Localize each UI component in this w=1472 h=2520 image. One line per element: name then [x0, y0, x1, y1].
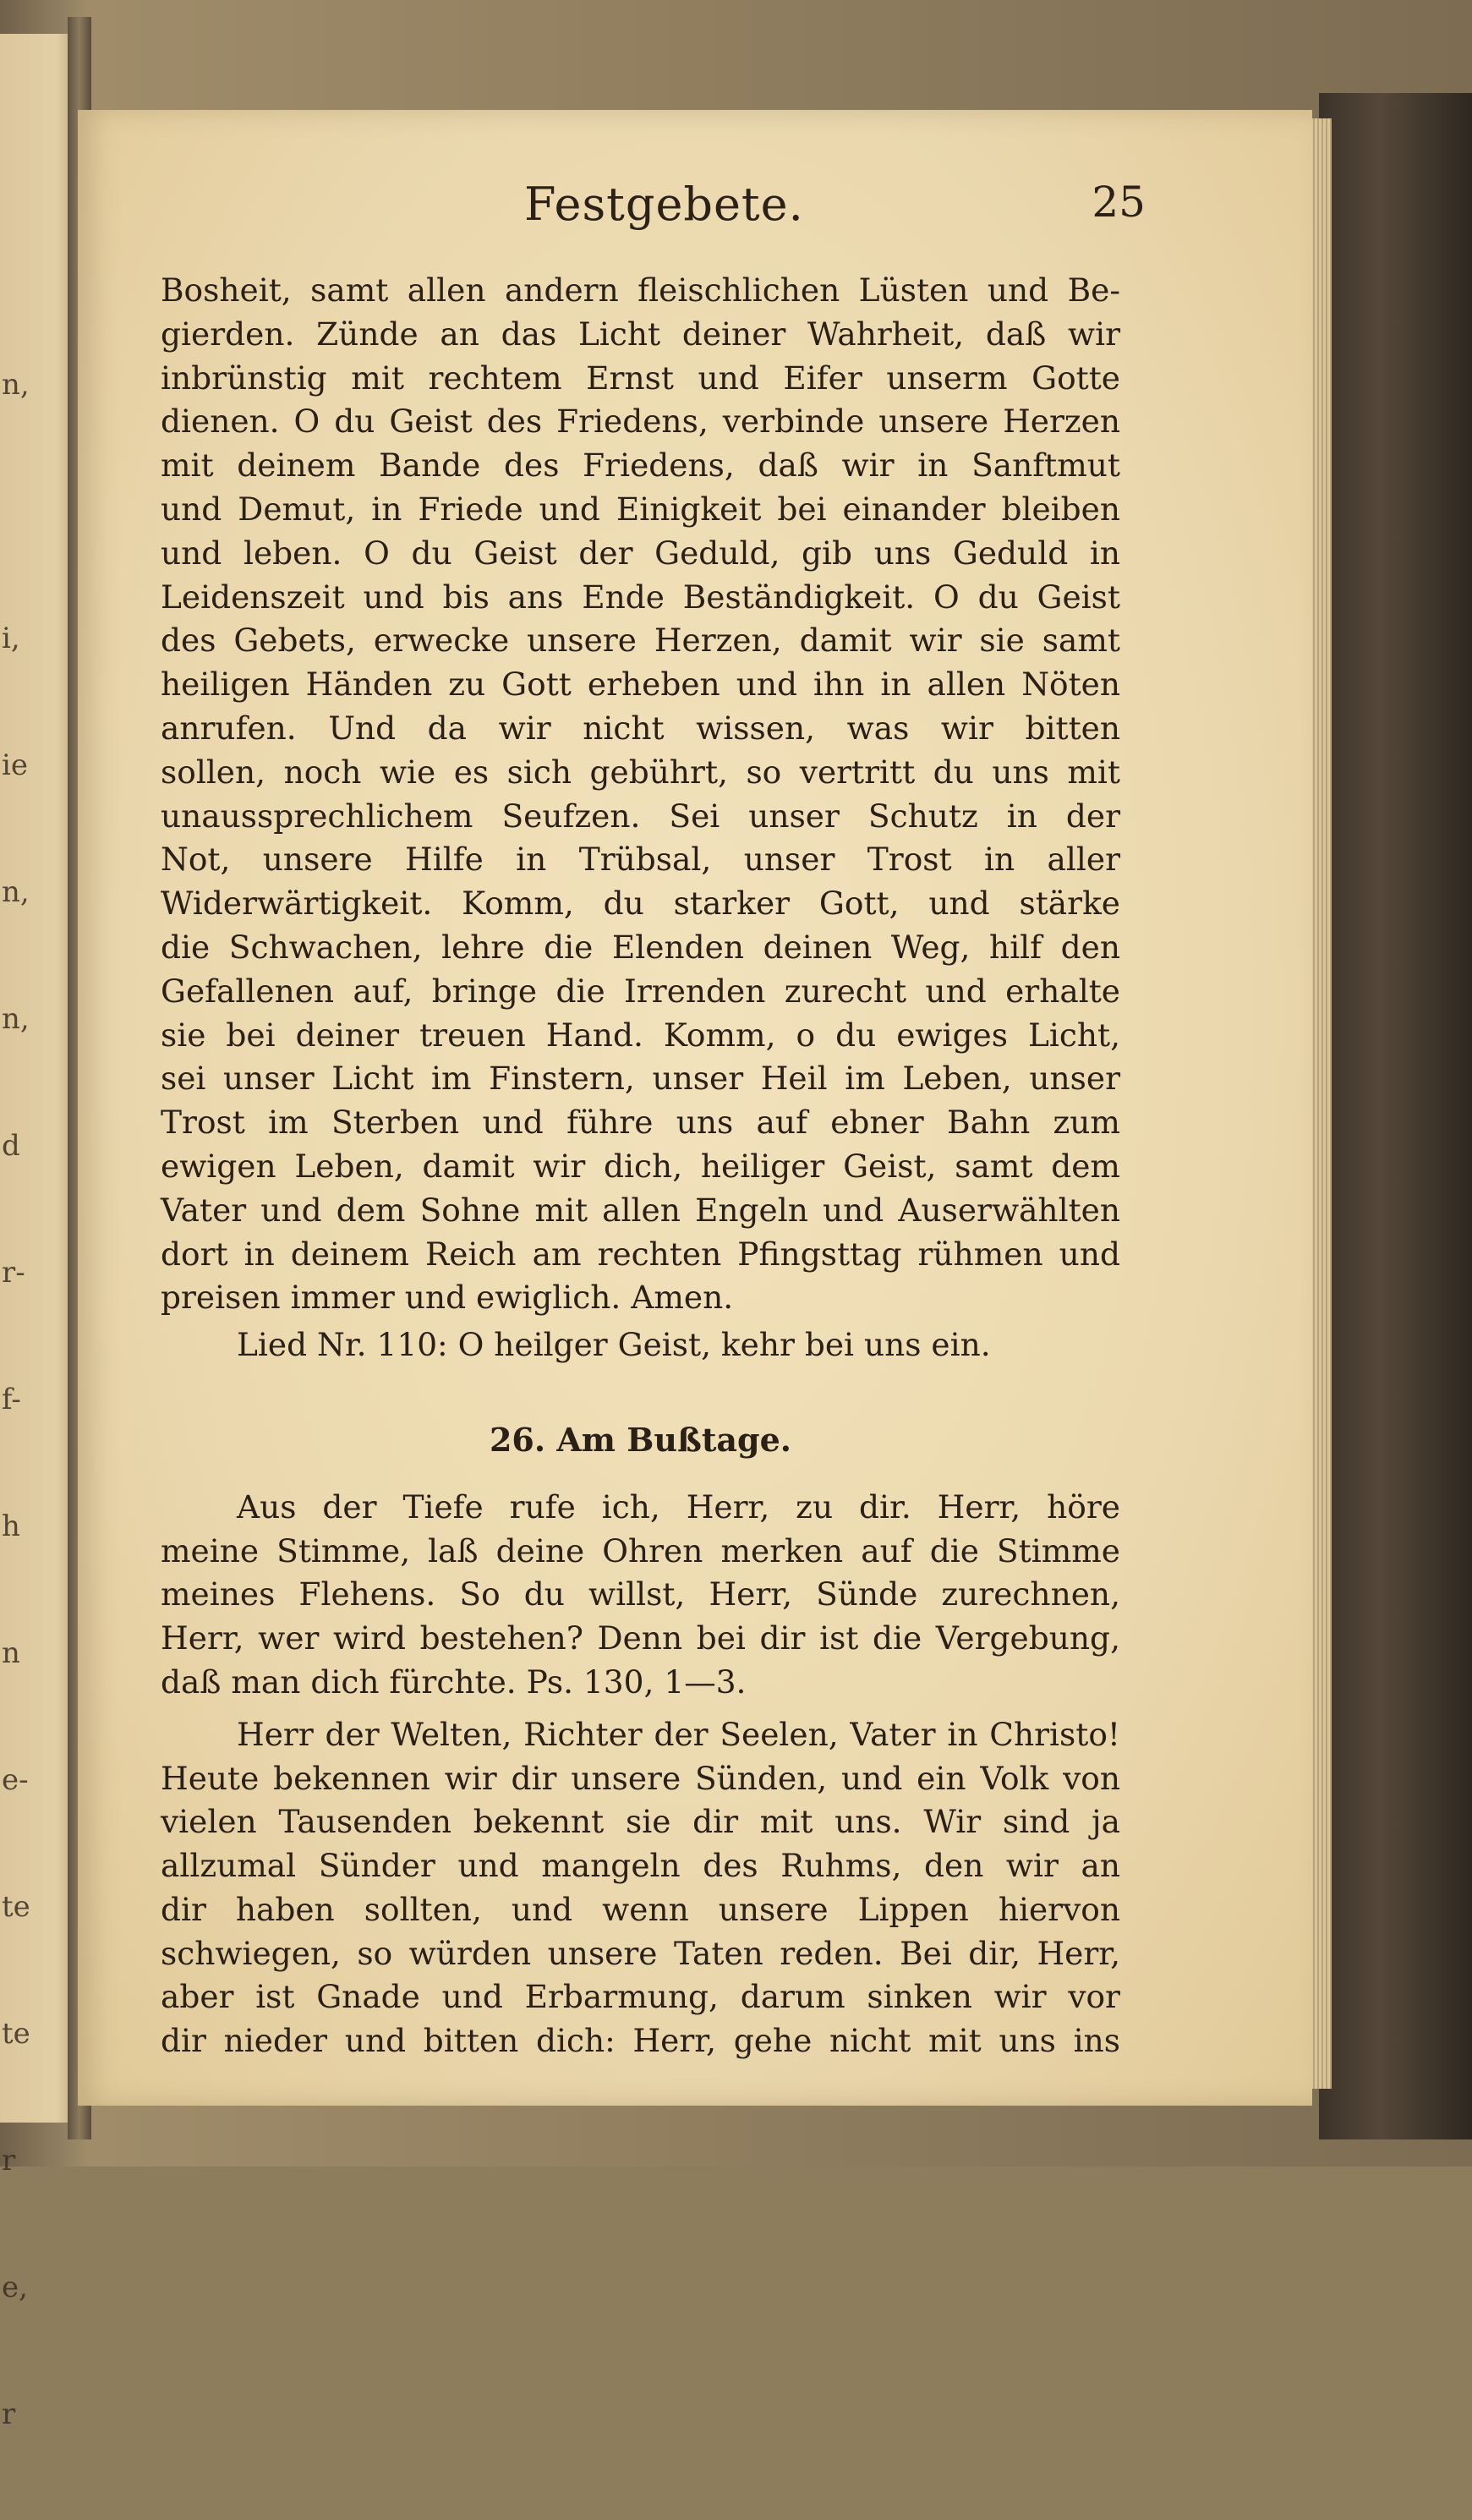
fragment: n, — [2, 1002, 30, 1036]
paragraph-3 — [161, 1713, 1120, 2063]
fragment: r — [2, 2144, 16, 2178]
text-line: die Schwachen, lehre die Elenden deinen Weg, hilf den — [161, 928, 1120, 966]
text-line: Widerwärtigkeit. Komm, du starker Gott, und stärke — [161, 885, 1120, 923]
fragment: e, — [2, 2271, 28, 2304]
fragment: f- — [2, 1383, 21, 1416]
text-line: Herr der Welten, Richter der Seelen, Vater in Christo! — [237, 1715, 1120, 1753]
text-line: daß man dich fürchte. Ps. 130, 1—3. — [161, 1663, 747, 1701]
text-line: meines Flehens. So du willst, Herr, Sünde zurechnen, — [161, 1575, 1120, 1613]
text-line: und Demut, in Friede und Einigkeit bei einander bleiben — [161, 490, 1120, 528]
fragment: n, — [2, 875, 30, 909]
fragment: d — [2, 1129, 20, 1163]
text-line: und leben. O du Geist der Geduld, gib uns Geduld in — [161, 534, 1120, 572]
fragment: te — [2, 2017, 30, 2051]
hymn-reference: Lied Nr. 110: O heilger Geist, kehr bei uns ein. — [237, 1326, 991, 1364]
text-line: unaussprechlichem Seufzen. Sei unser Schutz in der — [161, 797, 1120, 835]
text-line: mit deinem Bande des Friedens, daß wir in Sanftmut — [161, 446, 1120, 485]
text-line: dienen. O du Geist des Friedens, verbinde unsere Herzen — [161, 403, 1120, 441]
page-body — [161, 269, 1120, 2063]
text-line: schwiegen, so würden unsere Taten reden. Bei dir, Herr, — [161, 1934, 1120, 1972]
text-line: inbrünstig mit rechtem Ernst und Eifer unserm Gotte — [161, 359, 1120, 397]
fragment: ie — [2, 748, 28, 782]
fragment: h — [2, 1509, 20, 1543]
text-line: aber ist Gnade und Erbarmung, darum sinken wir vor — [161, 1978, 1120, 2016]
text-line: allzumal Sünder und mangeln des Ruhms, den wir an — [161, 1847, 1120, 1885]
text-line: gierden. Zünde an das Licht deiner Wahrheit, daß wir — [161, 315, 1120, 353]
text-line: anrufen. Und da wir nicht wissen, was wir bitten — [161, 709, 1120, 747]
text-line: Not, unsere Hilfe in Trübsal, unser Trost in aller — [161, 841, 1120, 879]
facing-page-fragments — [2, 279, 36, 2520]
text-line: meine Stimme, laß deine Ohren merken auf die Stimme — [161, 1531, 1120, 1570]
text-line: des Gebets, erwecke unsere Herzen, damit wir sie samt — [161, 622, 1120, 660]
text-line: Vater und dem Sohne mit allen Engeln und Auserwählten — [161, 1191, 1120, 1229]
text-line: preisen immer und ewiglich. Amen. — [161, 1279, 734, 1317]
text-line: sie bei deiner treuen Hand. Komm, o du ewiges Licht, — [161, 1016, 1120, 1054]
text-line: vielen Tausenden bekennt sie dir mit uns. Wir sind ja — [161, 1803, 1120, 1841]
book-cover-edge — [1319, 93, 1472, 2139]
text-line: heiligen Händen zu Gott erheben und ihn in allen Nöten — [161, 666, 1120, 704]
text-line: sei unser Licht im Finstern, unser Heil im Leben, unser — [161, 1060, 1120, 1098]
fragment: e- — [2, 1763, 29, 1797]
text-line: Trost im Sterben und führe uns auf ebner Bahn zum — [161, 1104, 1120, 1142]
text-line: ewigen Leben, damit wir dich, heiliger Geist, samt dem — [161, 1147, 1120, 1185]
text-line: Bosheit, samt allen andern fleischlichen Lüsten und Be- — [161, 271, 1120, 309]
paragraph-2 — [161, 1486, 1120, 1705]
paragraph-1 — [161, 269, 1120, 1320]
section-heading: 26. Am Bußtage. — [489, 1420, 792, 1459]
fragment: r- — [2, 1256, 25, 1290]
text-line: Herr, wer wird bestehen? Denn bei dir ist die Vergebung, — [161, 1619, 1120, 1657]
text-line: Gefallenen auf, bringe die Irrenden zurecht und erhalte — [161, 972, 1120, 1010]
text-line: sollen, noch wie es sich gebührt, so vertritt du uns mit — [161, 753, 1120, 791]
text-line: Aus der Tiefe rufe ich, Herr, zu dir. Herr, höre — [237, 1487, 1120, 1526]
text-line: Leidenszeit und bis ans Ende Beständigkeit. O du Geist — [161, 578, 1120, 616]
fragment: n, — [2, 368, 30, 402]
fragment: te — [2, 1890, 30, 1924]
fragment: r — [2, 2397, 16, 2431]
fragment — [2, 490, 36, 533]
text-line: dir nieder und bitten dich: Herr, gehe nicht mit uns ins — [161, 2022, 1120, 2060]
fragment: n — [2, 1636, 20, 1670]
text-line: dir haben sollten, und wenn unsere Lippen hiervon — [161, 1890, 1120, 1928]
page-header-title: Festgebete. — [524, 178, 804, 231]
fragment: i, — [2, 622, 20, 655]
text-line: Heute bekennen wir dir unsere Sünden, und ein Volk von — [161, 1759, 1120, 1797]
page-number: 25 — [1092, 178, 1146, 227]
text-line: dort in deinem Reich am rechten Pfingsttag rühmen und — [161, 1235, 1120, 1273]
